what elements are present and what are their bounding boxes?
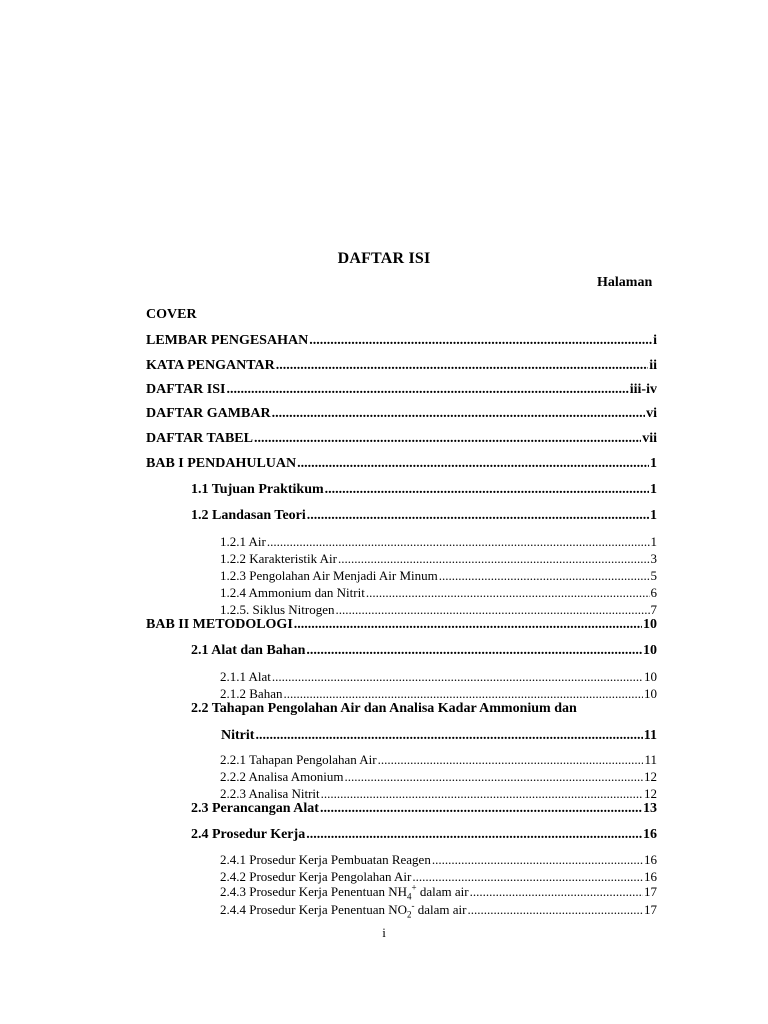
toc-entry-page: 7 <box>650 602 657 617</box>
toc-entry-label: DAFTAR GAMBAR <box>146 406 271 421</box>
dot-leader <box>366 585 650 601</box>
toc-entry-cover: COVER <box>146 307 197 322</box>
toc-entry[interactable] <box>220 852 657 868</box>
dot-leader <box>306 827 642 843</box>
toc-entry-page: 17 <box>644 902 657 917</box>
dot-leader <box>255 728 642 744</box>
toc-entry-label <box>220 902 467 918</box>
dot-leader <box>254 431 641 447</box>
dot-leader <box>320 801 642 817</box>
toc-entry[interactable] <box>146 406 657 422</box>
dot-leader <box>345 769 644 785</box>
toc-entry-page: i <box>653 333 657 348</box>
dot-leader <box>283 686 643 702</box>
toc-entry[interactable] <box>191 827 657 843</box>
toc-entry[interactable] <box>220 686 657 702</box>
toc-entry-label: BAB I PENDAHULUAN <box>146 456 297 471</box>
toc-entry-page: 1 <box>650 508 657 523</box>
dot-leader <box>321 786 643 802</box>
toc-entry[interactable] <box>146 617 657 633</box>
toc-entry[interactable] <box>191 482 657 498</box>
toc-entry-label[interactable]: 2.2 Tahapan Pengolahan Air dan Analisa Kadar Ammonium dan <box>191 701 577 716</box>
superscript: + <box>411 884 417 893</box>
toc-entry[interactable] <box>191 508 657 524</box>
toc-entry-label: 1.2.5. Siklus Nitrogen <box>220 602 335 617</box>
subscript: 4 <box>407 891 412 900</box>
toc-entry-label: 2.1.1 Alat <box>220 669 271 684</box>
dot-leader <box>412 869 643 885</box>
dot-leader <box>468 902 644 918</box>
dot-leader <box>439 568 650 584</box>
toc-entry-page: 13 <box>643 801 657 816</box>
toc-entry-label: 2.1 Alat dan Bahan <box>191 643 306 658</box>
toc-entry-page: vii <box>642 431 657 446</box>
dot-leader <box>294 617 642 633</box>
toc-entry-label: 1.2.1 Air <box>220 534 266 549</box>
toc-entry[interactable] <box>220 568 657 584</box>
toc-entry-label: 2.1.2 Bahan <box>220 686 283 701</box>
label-text: dalam air <box>414 902 467 917</box>
page-title: DAFTAR ISI <box>337 250 431 267</box>
toc-entry[interactable] <box>220 669 657 685</box>
toc-entry-label: 2.2.2 Analisa Amonium <box>220 769 344 784</box>
toc-entry-page: 10 <box>644 669 657 684</box>
toc-entry[interactable] <box>220 551 657 567</box>
toc-entry-label: DAFTAR ISI <box>146 382 226 397</box>
toc-entry[interactable] <box>220 752 657 768</box>
toc-entry-label: 2.4 Prosedur Kerja <box>191 827 306 842</box>
toc-entry[interactable] <box>220 884 657 900</box>
toc-entry-page: 10 <box>644 686 657 701</box>
dot-leader <box>267 534 650 550</box>
toc-entry-label: 2.3 Perancangan Alat <box>191 801 319 816</box>
toc-entry-page: 16 <box>644 852 657 867</box>
toc-entry-page: 10 <box>643 643 657 658</box>
dot-leader <box>307 508 649 524</box>
dot-leader <box>276 358 648 374</box>
toc-entry[interactable] <box>220 786 657 802</box>
label-text: dalam air <box>416 884 469 899</box>
toc-entry[interactable] <box>220 869 657 885</box>
dot-leader <box>297 456 649 472</box>
toc-entry[interactable] <box>146 382 657 398</box>
toc-entry[interactable] <box>146 456 657 472</box>
dot-leader <box>306 643 642 659</box>
dot-leader <box>335 602 649 618</box>
dot-leader <box>226 382 628 398</box>
toc-entry-label: KATA PENGANTAR <box>146 358 275 373</box>
toc-entry-label: 2.2.1 Tahapan Pengolahan Air <box>220 752 377 767</box>
toc-entry[interactable] <box>220 602 657 618</box>
page-number: i <box>382 925 386 940</box>
toc-entry-page: 16 <box>643 827 657 842</box>
toc-entry-page: 1 <box>650 482 657 497</box>
toc-entry-label <box>220 884 469 900</box>
dot-leader <box>325 482 649 498</box>
dot-leader <box>309 333 652 349</box>
toc-entry-page: 10 <box>643 617 657 632</box>
toc-entry-page: 1 <box>650 534 657 549</box>
toc-entry-page: 16 <box>644 869 657 884</box>
toc-entry-page: 5 <box>650 568 657 583</box>
subscript: 2 <box>407 909 412 918</box>
toc-entry-label: DAFTAR TABEL <box>146 431 253 446</box>
toc-entry[interactable] <box>146 333 657 349</box>
toc-entry-page: 11 <box>643 728 657 743</box>
dot-leader <box>272 669 643 685</box>
toc-entry-page: 12 <box>644 769 657 784</box>
toc-entry-page: 3 <box>650 551 657 566</box>
dot-leader <box>338 551 650 567</box>
toc-entry-page: 6 <box>650 585 657 600</box>
label-text: 2.4.3 Prosedur Kerja Penentuan NH <box>220 884 408 899</box>
superscript: - <box>411 902 415 911</box>
toc-entry-page: iii-iv <box>629 382 657 397</box>
toc-entry-label: 1.2.4 Ammonium dan Nitrit <box>220 585 365 600</box>
toc-entry-page: 12 <box>644 786 657 801</box>
dot-leader <box>378 752 644 768</box>
toc-entry-label: 2.4.1 Prosedur Kerja Pembuatan Reagen <box>220 852 431 867</box>
toc-entry-page: 17 <box>644 884 657 899</box>
toc-entry[interactable] <box>220 534 657 550</box>
toc-entry[interactable] <box>220 769 657 785</box>
toc-entry-page: 11 <box>644 752 657 767</box>
toc-entry[interactable] <box>221 728 657 744</box>
toc-entry[interactable] <box>220 902 657 918</box>
label-text: 2.4.4 Prosedur Kerja Penentuan NO <box>220 902 408 917</box>
toc-entry-label: LEMBAR PENGESAHAN <box>146 333 309 348</box>
dot-leader <box>470 884 643 900</box>
page-column-header: Halaman <box>597 275 653 290</box>
toc-entry[interactable] <box>146 358 657 374</box>
toc-entry-label: Nitrit <box>221 728 255 743</box>
dot-leader <box>272 406 646 422</box>
toc-entry-page: 1 <box>650 456 657 471</box>
toc-entry-label: 1.1 Tujuan Praktikum <box>191 482 324 497</box>
toc-entry-label: 1.2.3 Pengolahan Air Menjadi Air Minum <box>220 568 438 583</box>
dot-leader <box>432 852 643 868</box>
toc-entry-label: 1.2.2 Karakteristik Air <box>220 551 337 566</box>
toc-entry-label: 2.4.2 Prosedur Kerja Pengolahan Air <box>220 869 412 884</box>
toc-entry[interactable] <box>220 585 657 601</box>
toc-entry-page: ii <box>649 358 657 373</box>
toc-entry-label: 1.2 Landasan Teori <box>191 508 306 523</box>
toc-entry-label: BAB II METODOLOGI <box>146 617 293 632</box>
toc-entry[interactable] <box>191 643 657 659</box>
toc-entry[interactable] <box>146 431 657 447</box>
toc-entry[interactable] <box>191 801 657 817</box>
toc-entry-page: vi <box>646 406 657 421</box>
toc-entry-label: 2.2.3 Analisa Nitrit <box>220 786 320 801</box>
